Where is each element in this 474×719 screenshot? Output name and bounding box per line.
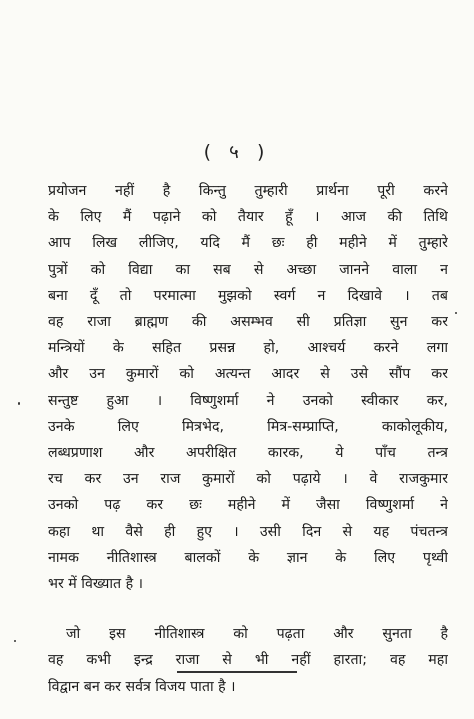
text-line: आप लिख लीजिए, यदि मैं छः ही महीने में तुम्हारे bbox=[48, 235, 448, 252]
text-line: बना दूँ तो परमात्मा मुझको स्वर्ग न दिखावे । तब bbox=[48, 287, 448, 304]
text-line: कहा था वैसे ही हुए । उसी दिन से यह पंचतन्त्र bbox=[48, 523, 448, 540]
text-line: जो इस नीतिशास्त्र को पढ़ता और सुनता है bbox=[66, 626, 448, 643]
text-line: लब्धप्रणाश और अपरीक्षित कारक, ये पाँच तन्त्र bbox=[48, 445, 448, 462]
text-line: सन्तुष्ट हुआ । विष्णुशर्मा ने उनको स्वीकार कर, bbox=[48, 392, 448, 409]
page-number: ( ५ ) bbox=[203, 141, 271, 163]
text-line: वह राजा ब्राह्मण की असम्भव सी प्रतिज्ञा सुन कर bbox=[48, 314, 448, 331]
text-line: पुत्रों को विद्या का सब से अच्छा जानने वाला न bbox=[48, 261, 448, 278]
text-line: उनको पढ़ कर छः महीने में जैसा विष्णुशर्मा ने bbox=[48, 497, 448, 514]
body-text bbox=[48, 178, 448, 700]
text-line: भर में विख्यात है । bbox=[48, 576, 144, 593]
text-line: उनके लिए मित्रभेद, मित्र-सम्प्राप्ति, काकोलूकीय, bbox=[48, 418, 448, 435]
text-line: के लिए मैं पढ़ाने को तैयार हूँ । आज की तिथि bbox=[48, 209, 448, 226]
print-speck bbox=[455, 312, 457, 314]
text-line: विद्वान बन कर सर्वत्र विजय पाता है । bbox=[48, 678, 236, 695]
paragraph-2 bbox=[48, 621, 448, 700]
print-speck bbox=[14, 640, 16, 642]
text-line: रच कर उन राज कुमारों को पढ़ाये । वे राजकुमार bbox=[48, 471, 448, 488]
text-line: वह कभी इन्द्र राजा से भी नहीं हारता; वह महा bbox=[48, 652, 448, 669]
paragraph-1 bbox=[48, 178, 448, 597]
text-line: प्रयोजन नहीं है किन्तु तुम्हारी प्रार्थना पूरी करने bbox=[48, 183, 448, 199]
print-speck bbox=[18, 402, 20, 405]
text-line: और उन कुमारों को अत्यन्त आदर से उसे सौंप कर bbox=[48, 366, 448, 383]
separator-rule bbox=[177, 671, 297, 673]
text-line: नामक नीतिशास्त्र बालकों के ज्ञान के लिए पृथ्वी bbox=[48, 549, 448, 566]
text-line: मन्त्रियों के सहित प्रसन्न हो, आश्चर्य करने लगा bbox=[48, 340, 448, 357]
